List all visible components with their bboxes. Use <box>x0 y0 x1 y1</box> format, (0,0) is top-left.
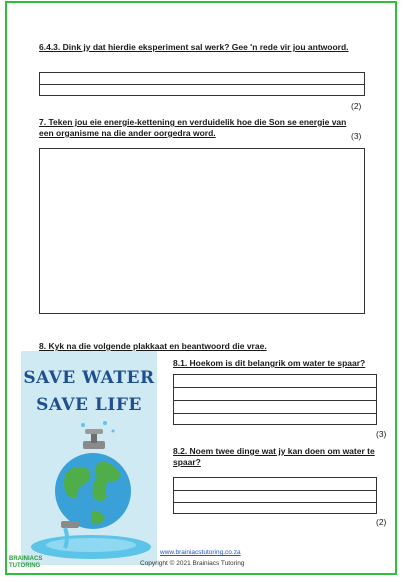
marks-6-4-3: (2) <box>351 101 362 111</box>
marks-7: (3) <box>351 131 362 141</box>
drawing-box-7[interactable] <box>39 148 365 314</box>
marks-8-1: (3) <box>376 429 387 439</box>
question-8: 8. Kyk na die volgende plakkaat en beantwoord die vrae. <box>39 341 267 351</box>
poster-line-2: SAVE LIFE <box>36 395 142 415</box>
earth-tap-icon <box>21 351 157 565</box>
question-6-4-3: 6.4.3. Dink jy dat hierdie eksperiment sal werk? Gee 'n rede vir jou antwoord. <box>39 42 349 52</box>
question-7: 7. Teken jou eie energie-kettening en verduidelik hoe die Son se energie van een organisme na die ander oorgedra word. <box>39 117 347 138</box>
answer-lines-6-4-3[interactable] <box>39 72 365 96</box>
footer-url[interactable] <box>160 549 241 556</box>
marks-8-2: (2) <box>376 517 387 527</box>
poster-line-1: SAVE WATER <box>23 368 155 388</box>
footer-copyright: Copyright © 2021 Brainiacs Tutoring <box>140 560 245 567</box>
question-8-1: 8.1. Hoekom is dit belangrik om water te spaar? <box>173 358 366 368</box>
save-water-poster <box>21 351 157 565</box>
question-8-2: 8.2. Noem twee dinge wat jy kan doen om water te spaar? <box>173 446 375 467</box>
brainiacs-logo: BRAINIACS TUTORING <box>9 556 43 569</box>
answer-lines-8-1[interactable] <box>173 374 377 425</box>
answer-lines-8-2[interactable] <box>173 477 377 514</box>
footer-url-link[interactable]: www.brainiacstutoring.co.za <box>160 549 241 556</box>
